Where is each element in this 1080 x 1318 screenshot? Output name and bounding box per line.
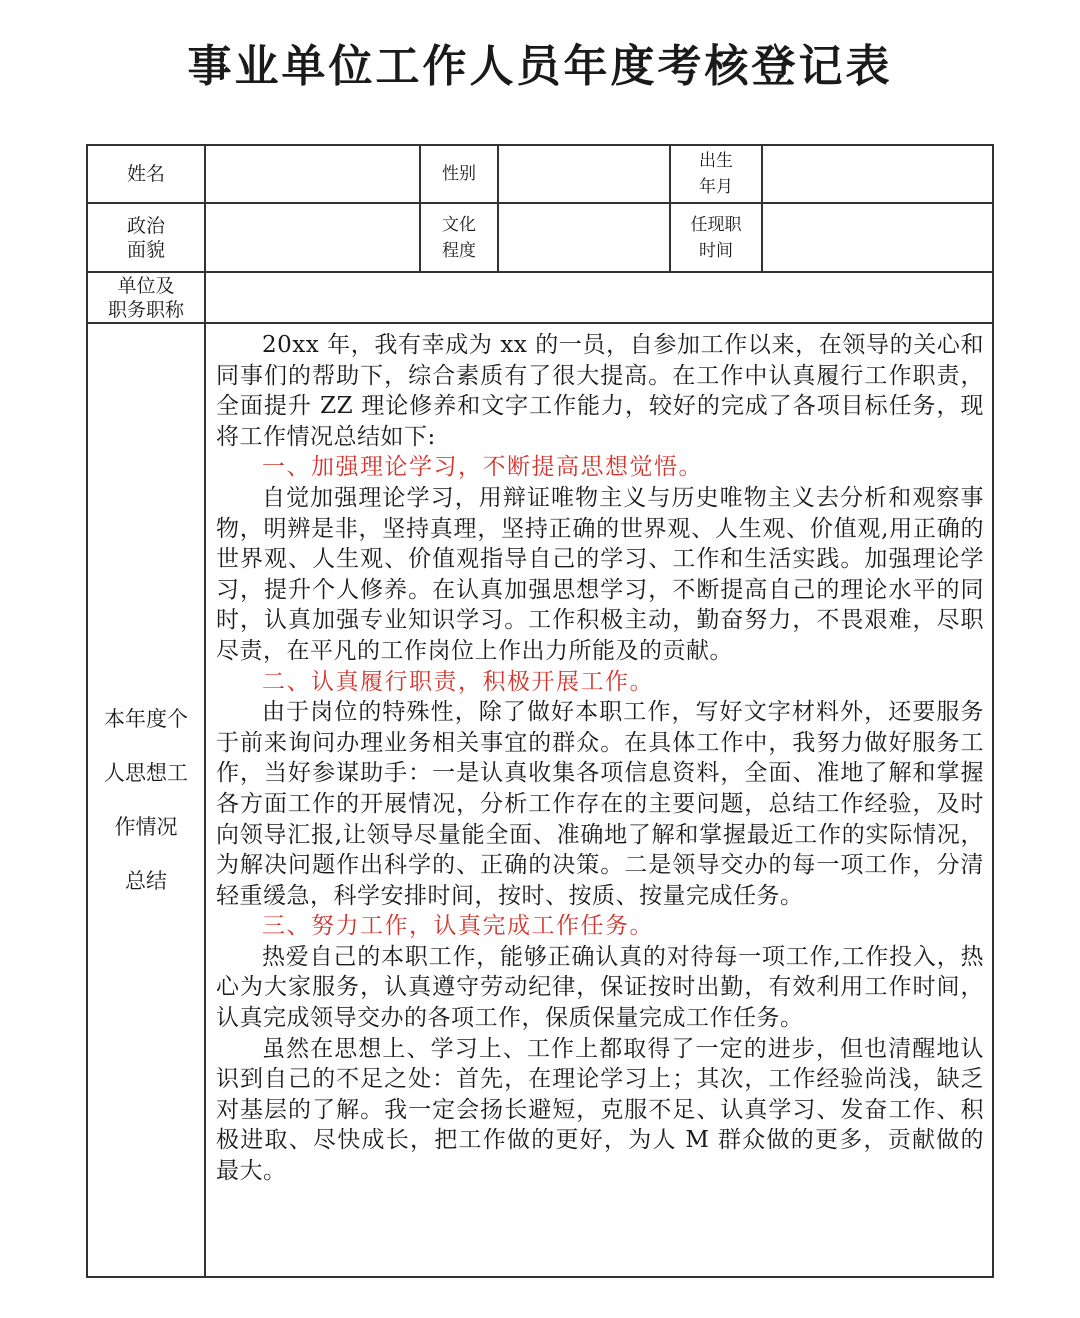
row-basic-info	[87, 145, 993, 203]
summary-label-line2: 人思想工	[104, 761, 188, 785]
summary-label-line3: 作情况	[114, 815, 178, 839]
education-field[interactable]	[498, 203, 670, 272]
summary-intro-paragraph: 20xx 年，我有幸成为 xx 的一员，自参加工作以来，在领导的关心和同事们的帮助下，综合素质有了很大提高。在工作中认真履行工作职责，全面提升 ZZ 理论修养和文字工作能力，较好的完成了各项目标任务，现将工作情况总结如下:	[216, 332, 984, 450]
gender-field[interactable]	[498, 145, 670, 203]
gender-label: 性别	[420, 145, 498, 203]
row-summary	[87, 323, 993, 1277]
education-label-line1: 文化	[442, 214, 476, 235]
section-heading-1: 一、加强理论学习，不断提高思想觉悟。	[262, 454, 703, 481]
section-paragraph-3: 热爱自己的本职工作，能够正确认真的对待每一项工作,工作投入，热心为大家服务，认真遵守劳动纪律，保证按时出勤，有效利用工作时间，认真完成领导交办的各项工作，保质保量完成工作任务。	[216, 943, 984, 1032]
section-heading-2: 二、认真履行职责，积极开展工作。	[262, 668, 654, 695]
position-time-label-line1: 任现职	[690, 214, 742, 235]
section-paragraph-1: 自觉加强理论学习，用辩证唯物主义与历史唯物主义去分析和观察事物，明辨是非，坚持真理，坚持正确的世界观、人生观、价值观,用正确的世界观、人生观、价值观指导自己的学习、工作和生活实践。加强理论学习，提升个人修养。在认真加强思想学习，不断提高自己的理论水平的同时，认真加强专业知识学习。工作积极主动，勤奋努力，不畏艰难，尽职尽责，在平凡的工作岗位上作出力所能及的贡献。	[216, 484, 984, 664]
education-label-line2: 程度	[442, 240, 476, 261]
position-time-label	[670, 203, 762, 272]
birth-date-field[interactable]	[762, 145, 993, 203]
unit-title-field[interactable]	[205, 272, 993, 323]
summary-label-line1: 本年度个	[104, 707, 188, 731]
unit-title-label-line2: 职务职称	[107, 298, 184, 321]
political-status-label	[87, 203, 205, 272]
political-status-label-line2: 面貌	[126, 238, 165, 261]
row-unit-info	[87, 272, 993, 323]
birth-date-label-line2: 年月	[699, 177, 733, 197]
political-status-field[interactable]	[205, 203, 420, 272]
summary-label-line4: 总结	[125, 869, 167, 893]
name-label: 姓名	[87, 145, 205, 203]
summary-conclusion-paragraph: 虽然在思想上、学习上、工作上都取得了一定的进步，但也清醒地认识到自己的不足之处：首先，在理论学习上；其次，工作经验尚浅，缺乏对基层的了解。我一定会扬长避短，克服不足、认真学习、发奋工作、积极进取、尽快成长，把工作做的更好，为人 M 群众做的更多，贡献做的最大。	[216, 1035, 984, 1185]
position-time-label-line2: 时间	[699, 240, 733, 261]
section-heading-3: 三、努力工作，认真完成工作任务。	[262, 913, 654, 940]
unit-title-label	[87, 272, 205, 323]
summary-content[interactable]	[205, 323, 993, 1277]
political-status-label-line1: 政治	[126, 214, 165, 237]
birth-date-label-line1: 出生	[699, 151, 733, 171]
name-field[interactable]	[205, 145, 420, 203]
summary-label	[87, 323, 205, 1277]
birth-date-label	[670, 145, 762, 203]
assessment-form	[86, 144, 994, 1278]
education-label	[420, 203, 498, 272]
section-paragraph-2: 由于岗位的特殊性，除了做好本职工作，写好文字材料外，还要服务于前来询问办理业务相关事宜的群众。在具体工作中，我努力做好服务工作，当好参谋助手：一是认真收集各项信息资料，全面、准地了解和掌握各方面工作的开展情况，分析工作存在的主要问题，总结工作经验，及时向领导汇报,让领导尽量能全面、准确地了解和掌握最近工作的实际情况，为解决问题作出科学的、正确的决策。二是领导交办的每一项工作，分清轻重缓急，科学安排时间，按时、按质、按量完成任务。	[216, 699, 984, 909]
document-title: 事业单位工作人员年度考核登记表	[187, 41, 893, 92]
position-time-field[interactable]	[762, 203, 993, 272]
unit-title-label-line1: 单位及	[117, 274, 175, 297]
row-background-info	[87, 203, 993, 272]
